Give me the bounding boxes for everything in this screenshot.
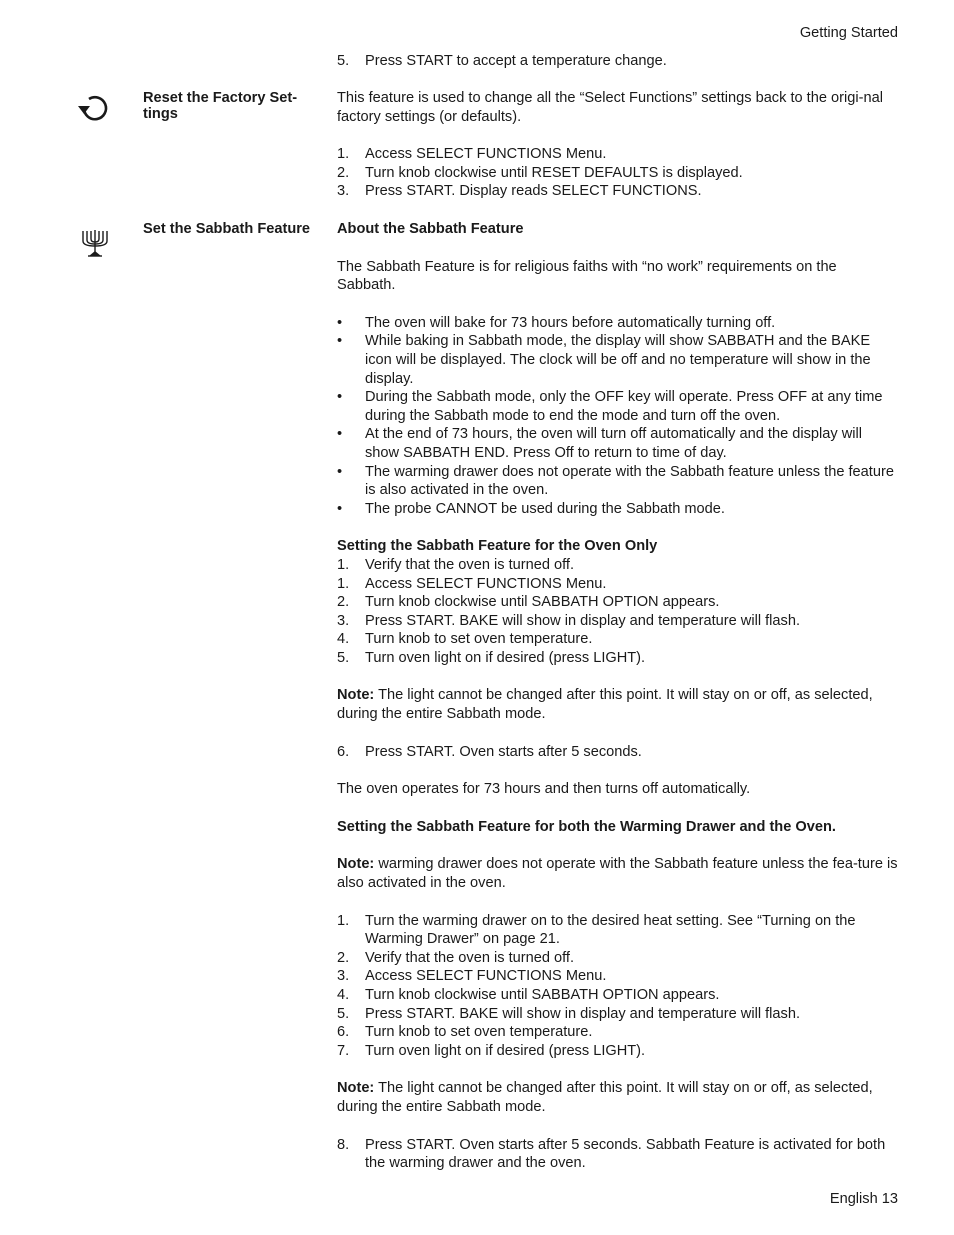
note-text: warming drawer does not operate with the Sabbath feature unless the fea-ture is also activated in the oven.: [337, 856, 898, 892]
both-steps: [337, 912, 899, 1061]
bullet-item: [337, 388, 899, 425]
step-text: Turn knob clockwise until SABBATH OPTION appears.: [365, 987, 720, 1003]
step-text: Access SELECT FUNCTIONS Menu.: [365, 146, 607, 163]
note-text: The light cannot be changed after this point. It will stay on or off, as selected, during the entire Sabbath mode.: [337, 1080, 873, 1115]
reset-heading: Reset the Factory Set-tings: [143, 90, 298, 122]
step-text: Access SELECT FUNCTIONS Menu.: [365, 575, 607, 592]
bullet-dot: •: [337, 389, 343, 406]
bullet-dot: •: [337, 426, 343, 443]
step-number: 1.: [337, 575, 350, 592]
step-text: Turn knob clockwise until SABBATH OPTION appears.: [365, 594, 720, 611]
step-item: [337, 1023, 899, 1042]
reset-content: [337, 89, 899, 201]
menorah-icon: [79, 227, 111, 265]
step-text: Turn knob to set oven temperature.: [365, 1024, 593, 1041]
step-number: 2.: [337, 164, 350, 181]
step-item: [337, 164, 899, 183]
both-final-step: [337, 1136, 899, 1173]
step-item: [337, 1005, 899, 1024]
both-note-2: [337, 1079, 899, 1116]
step-item: [337, 949, 899, 968]
step-number: 6.: [337, 743, 350, 760]
step-text: Press START. BAKE will show in display and temperature will flash.: [365, 612, 801, 629]
step-number: 6.: [337, 1024, 350, 1041]
step-item: [337, 593, 899, 612]
both-note-1: [337, 855, 899, 892]
bullet-text: During the Sabbath mode, only the OFF key will operate. Press OFF at any time during the Sabbath mode to end the mode and turn off the oven.: [365, 389, 883, 424]
bullet-item: [337, 332, 899, 388]
step-number: 3.: [337, 968, 350, 985]
step-text: Turn oven light on if desired (press LIGHT).: [365, 649, 646, 666]
bullet-dot: •: [337, 314, 343, 331]
step-number: 5.: [337, 649, 350, 666]
step-text: Turn knob to set oven temperature.: [365, 631, 593, 648]
bullet-item: [337, 314, 899, 333]
step-number: 7.: [337, 1042, 350, 1059]
both-title: Setting the Sabbath Feature for both the Warming Drawer and the Oven.: [337, 818, 836, 835]
step-item: [337, 1042, 899, 1061]
step-text: Press START. BAKE will show in display and temperature will flash.: [365, 1005, 801, 1022]
step-text: Press START to accept a temperature change.: [365, 53, 667, 69]
step-item: [337, 986, 899, 1005]
sabbath-content: [337, 220, 899, 1173]
note-label: Note:: [337, 1080, 375, 1097]
step-text: Turn knob clockwise until RESET DEFAULTS is displayed.: [365, 164, 743, 181]
bullet-item: [337, 463, 899, 500]
step-number: 4.: [337, 631, 350, 648]
step-number: 3.: [337, 183, 350, 200]
step-text: Turn oven light on if desired (press LIGHT).: [365, 1042, 646, 1059]
running-header: Getting Started: [799, 25, 898, 41]
step-number: 5.: [337, 53, 350, 69]
bullet-dot: •: [337, 333, 343, 350]
step-number: 1.: [337, 556, 350, 573]
oven-only-final-step: [337, 743, 899, 762]
step-text: Access SELECT FUNCTIONS Menu.: [365, 968, 607, 985]
note-label: Note:: [337, 687, 375, 704]
step-number: 2.: [337, 949, 350, 966]
step-number: 8.: [337, 1136, 350, 1153]
reset-intro: This feature is used to change all the “Select Functions” settings back to the origi-nal factory settings (or defaults).: [337, 90, 883, 125]
oven-only-steps: [337, 556, 899, 668]
step-item: [337, 145, 899, 164]
bullet-dot: •: [337, 500, 343, 517]
step-text: Press START. Display reads SELECT FUNCTIONS.: [365, 183, 702, 200]
step-text: Verify that the oven is turned off.: [365, 556, 575, 573]
step-number: 2.: [337, 594, 350, 611]
bullet-text: The probe CANNOT be used during the Sabbath mode.: [365, 500, 725, 517]
step-item: [337, 967, 899, 986]
step-number: 4.: [337, 987, 350, 1003]
sabbath-heading: Set the Sabbath Feature: [143, 221, 311, 237]
bullet-text: The warming drawer does not operate with the Sabbath feature unless the feature is also activated in the oven.: [365, 463, 894, 499]
step-text: Press START. Oven starts after 5 seconds. Sabbath Feature is activated for both the warming drawer and the oven.: [365, 1136, 886, 1172]
about-title: About the Sabbath Feature: [337, 221, 524, 237]
note-text: The light cannot be changed after this point. It will stay on or off, as selected, during the entire Sabbath mode.: [337, 687, 873, 723]
step-number: 1.: [337, 912, 350, 929]
step-number: 3.: [337, 612, 350, 629]
step-text: Verify that the oven is turned off.: [365, 949, 575, 966]
step-number: 1.: [337, 146, 350, 163]
top-step: [337, 52, 899, 71]
oven-only-closing: The oven operates for 73 hours and then turns off automatically.: [337, 781, 751, 798]
note-label: Note:: [337, 856, 375, 873]
bullet-item: [337, 500, 899, 519]
reset-arrow-icon: [76, 91, 114, 131]
step-text: Press START. Oven starts after 5 seconds.: [365, 743, 642, 760]
page-number: English 13: [829, 1191, 898, 1207]
step-item: [337, 649, 899, 668]
bullet-text: While baking in Sabbath mode, the display will show SABBATH and the BAKE icon will be displayed. The clock will be off and no temperature will show in the display.: [365, 333, 871, 387]
step-item: [337, 575, 899, 594]
step-item: [337, 182, 899, 201]
step-number: 5.: [337, 1005, 350, 1022]
sabbath-bullet-list: [337, 314, 899, 519]
oven-only-title: Setting the Sabbath Feature for the Oven Only: [337, 538, 658, 555]
bullet-item: [337, 425, 899, 462]
bullet-text: The oven will bake for 73 hours before automatically turning off.: [365, 314, 776, 331]
step-item: [337, 612, 899, 631]
about-text: The Sabbath Feature is for religious faiths with “no work” requirements on the Sabbath.: [337, 258, 837, 294]
bullet-text: At the end of 73 hours, the oven will turn off automatically and the display will show SABBATH END. Press Off to return to time of day.: [365, 426, 863, 461]
oven-only-note: [337, 686, 899, 723]
bullet-dot: •: [337, 463, 343, 480]
reset-steps: [337, 145, 899, 201]
step-item: [337, 630, 899, 649]
step-item: [337, 912, 899, 949]
step-item: [337, 556, 899, 575]
step-text: Turn the warming drawer on to the desired heat setting. See “Turning on the Warming Drawer” on page 21.: [365, 912, 856, 948]
